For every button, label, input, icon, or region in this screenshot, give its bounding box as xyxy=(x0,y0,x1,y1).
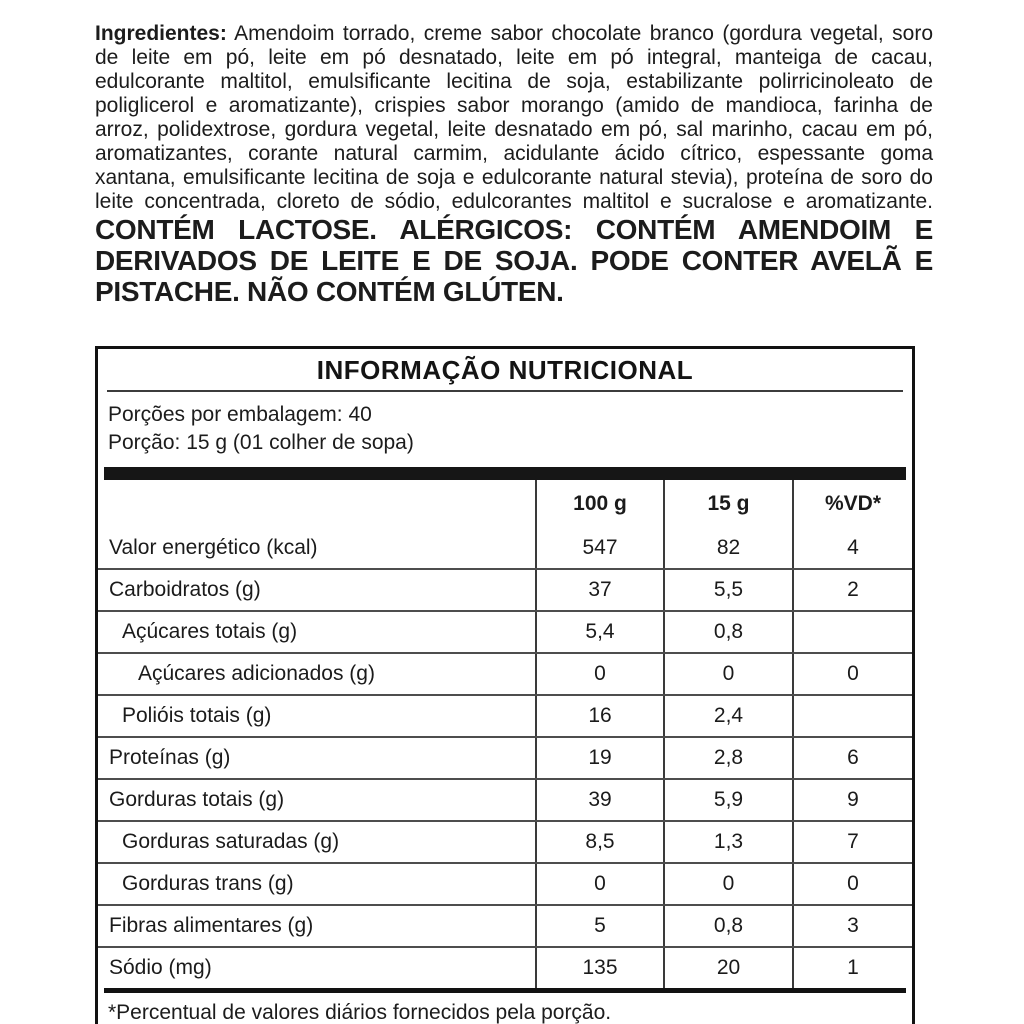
row-value-100g: 37 xyxy=(535,570,663,610)
row-value-100g: 16 xyxy=(535,696,663,736)
servings-per-package: Porções por embalagem: 40 xyxy=(108,403,372,426)
table-row xyxy=(98,862,912,904)
ingredients-paragraph xyxy=(95,22,933,307)
table-row xyxy=(98,528,912,568)
row-value-15g: 0,8 xyxy=(663,612,792,652)
row-label: Polióis totais (g) xyxy=(122,704,272,727)
table-row xyxy=(98,736,912,778)
table-row xyxy=(98,568,912,610)
table-row xyxy=(98,904,912,946)
row-label: Proteínas (g) xyxy=(109,746,231,769)
nutrition-table-title: INFORMAÇÃO NUTRICIONAL xyxy=(316,355,694,385)
row-value-100g: 5 xyxy=(535,906,663,946)
row-value-15g: 20 xyxy=(663,948,792,988)
row-value-15g: 2,8 xyxy=(663,738,792,778)
ingredients-text: Amendoim torrado, creme sabor chocolate branco (gordura vegetal, soro de leite em pó, leite em pó desnatado, leite em pó integral, manteiga de cacau, edulcorante maltitol, emulsificante lecitina de soja, estabilizante polirricinoleato de poliglicerol e aromatizante), crispies sabor morango (amido de mandioca, farinha de arroz, polidextrose, gordura vegetal, leite desnatado em pó, sal marinho, cacau em pó, aromatizantes, corante natural carmim, acidulante ácido cítrico, espessante goma xantana, emulsificante lecitina de soja e edulcorante natural stevia), proteína de soro do leite concentrada, cloreto de sódio, edulcorantes maltitol e sucralose e aromatizante. xyxy=(95,22,933,213)
table-row xyxy=(98,778,912,820)
row-value-100g: 8,5 xyxy=(535,822,663,862)
row-value-15g: 82 xyxy=(663,528,792,568)
row-value-vd: 6 xyxy=(792,738,912,778)
row-value-15g: 1,3 xyxy=(663,822,792,862)
row-label: Gorduras totais (g) xyxy=(109,788,285,811)
row-value-vd: 2 xyxy=(792,570,912,610)
row-value-15g: 0 xyxy=(663,654,792,694)
row-value-100g: 0 xyxy=(535,654,663,694)
row-value-15g: 5,9 xyxy=(663,780,792,820)
row-value-vd: 4 xyxy=(792,528,912,568)
row-value-vd: 3 xyxy=(792,906,912,946)
row-value-vd: 1 xyxy=(792,948,912,988)
row-value-vd: 7 xyxy=(792,822,912,862)
row-value-100g: 0 xyxy=(535,864,663,904)
row-value-vd: 9 xyxy=(792,780,912,820)
row-label: Sódio (mg) xyxy=(109,956,212,979)
header-nutrient xyxy=(98,480,535,528)
table-row xyxy=(98,820,912,862)
row-label: Açúcares totais (g) xyxy=(122,620,298,643)
row-value-15g: 0 xyxy=(663,864,792,904)
header-15g: 15 g xyxy=(663,480,792,528)
row-value-100g: 5,4 xyxy=(535,612,663,652)
ingredients-label: Ingredientes: xyxy=(95,22,227,45)
table-row xyxy=(98,946,912,988)
row-value-15g: 0,8 xyxy=(663,906,792,946)
row-label: Gorduras saturadas (g) xyxy=(122,830,340,853)
daily-value-footnote: *Percentual de valores diários fornecidos pela porção. xyxy=(108,1001,612,1024)
nutrition-rows xyxy=(98,528,912,988)
row-label: Açúcares adicionados (g) xyxy=(138,662,375,685)
row-value-100g: 39 xyxy=(535,780,663,820)
row-value-15g: 5,5 xyxy=(663,570,792,610)
row-value-vd xyxy=(792,612,912,652)
row-label: Carboidratos (g) xyxy=(109,578,261,601)
row-value-15g: 2,4 xyxy=(663,696,792,736)
header-100g: 100 g xyxy=(535,480,663,528)
header-vd: %VD* xyxy=(792,480,912,528)
row-value-vd: 0 xyxy=(792,864,912,904)
row-label: Gorduras trans (g) xyxy=(122,872,294,895)
thick-bar-divider xyxy=(104,467,906,480)
table-header-row xyxy=(98,480,912,528)
row-label: Fibras alimentares (g) xyxy=(109,914,314,937)
nutrition-facts-table xyxy=(95,346,915,1024)
row-value-vd xyxy=(792,696,912,736)
row-value-100g: 19 xyxy=(535,738,663,778)
row-value-100g: 547 xyxy=(535,528,663,568)
portion-size: Porção: 15 g (01 colher de sopa) xyxy=(108,431,414,454)
table-row xyxy=(98,694,912,736)
row-value-vd: 0 xyxy=(792,654,912,694)
table-row xyxy=(98,610,912,652)
serving-info xyxy=(98,392,912,467)
row-value-100g: 135 xyxy=(535,948,663,988)
allergen-statement: CONTÉM LACTOSE. ALÉRGICOS: CONTÉM AMENDOIM E DERIVADOS DE LEITE E DE SOJA. PODE CONTER AVELÃ E PISTACHE. NÃO CONTÉM GLÚTEN. xyxy=(95,214,933,307)
table-row xyxy=(98,652,912,694)
row-label: Valor energético (kcal) xyxy=(109,536,318,559)
